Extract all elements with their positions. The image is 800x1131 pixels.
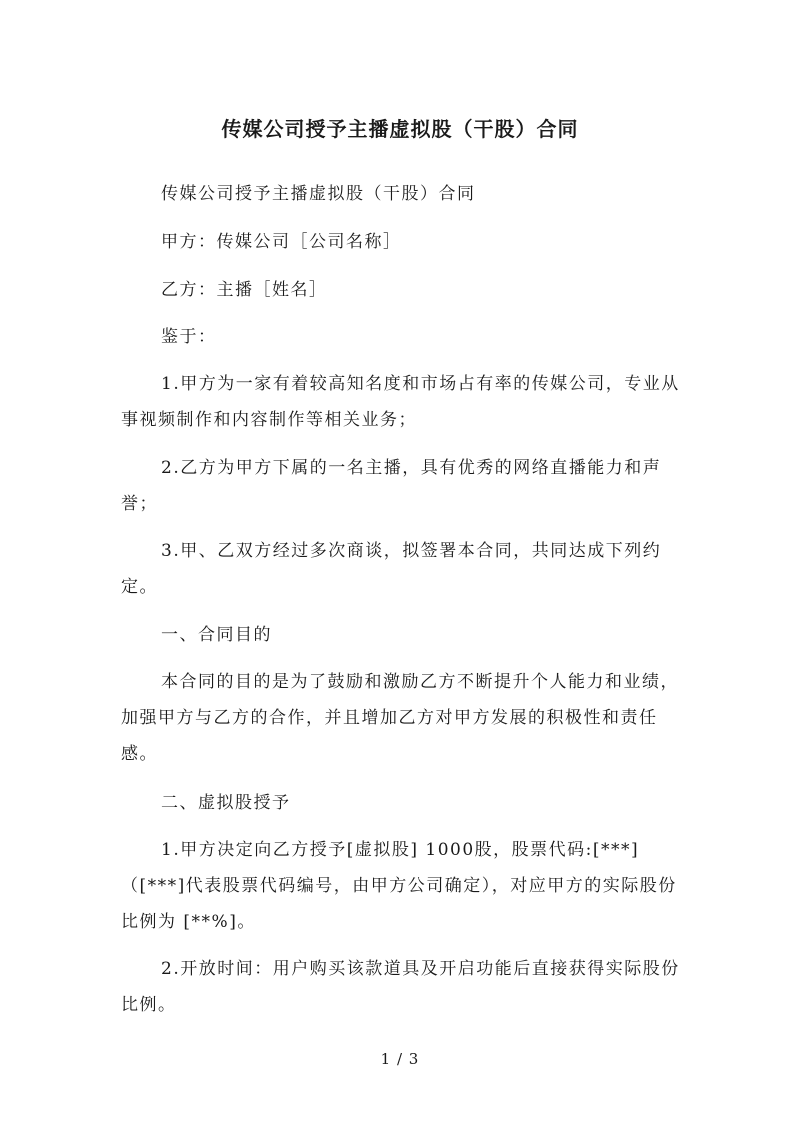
paragraph-whereas-3: 3.甲、乙双方经过多次商谈，拟签署本合同，共同达成下列约定。 xyxy=(121,541,662,597)
paragraph-grant-1: 1.甲方决定向乙方授予[虚拟股] 1000股，股票代码:[***]（[***]代表股票代码编号，由甲方公司确定），对应甲方的实际股份比例为 [**%]。 xyxy=(121,840,677,932)
paragraph-whereas-1: 1.甲方为一家有着较高知名度和市场占有率的传媒公司，专业从事视频制作和内容制作等相关业务； xyxy=(121,374,680,430)
section-heading-grant: 二、虚拟股授予 xyxy=(161,793,291,813)
paragraph-grant-2: 2.开放时间：用户购买该款道具及开启功能后直接获得实际股份比例。 xyxy=(121,959,680,1015)
document-title: 传媒公司授予主播虚拟股（干股）合同 xyxy=(221,117,579,141)
paragraph-whereas: 鉴于： xyxy=(161,327,217,347)
paragraph-party-b: 乙方：主播［姓名］ xyxy=(161,280,328,300)
paragraph-subtitle: 传媒公司授予主播虚拟股（干股）合同 xyxy=(161,184,476,204)
page-number: 1 / 3 xyxy=(380,1050,420,1068)
paragraph-whereas-2: 2.乙方为甲方下属的一名主播，具有优秀的网络直播能力和声誉； xyxy=(121,458,662,514)
section-heading-purpose: 一、合同目的 xyxy=(161,625,272,645)
paragraph-party-a: 甲方：传媒公司［公司名称］ xyxy=(161,232,402,252)
paragraph-purpose: 本合同的目的是为了鼓励和激励乙方不断提升个人能力和业绩，加强甲方与乙方的合作，并且增加乙方对甲方发展的积极性和责任感。 xyxy=(121,672,679,764)
